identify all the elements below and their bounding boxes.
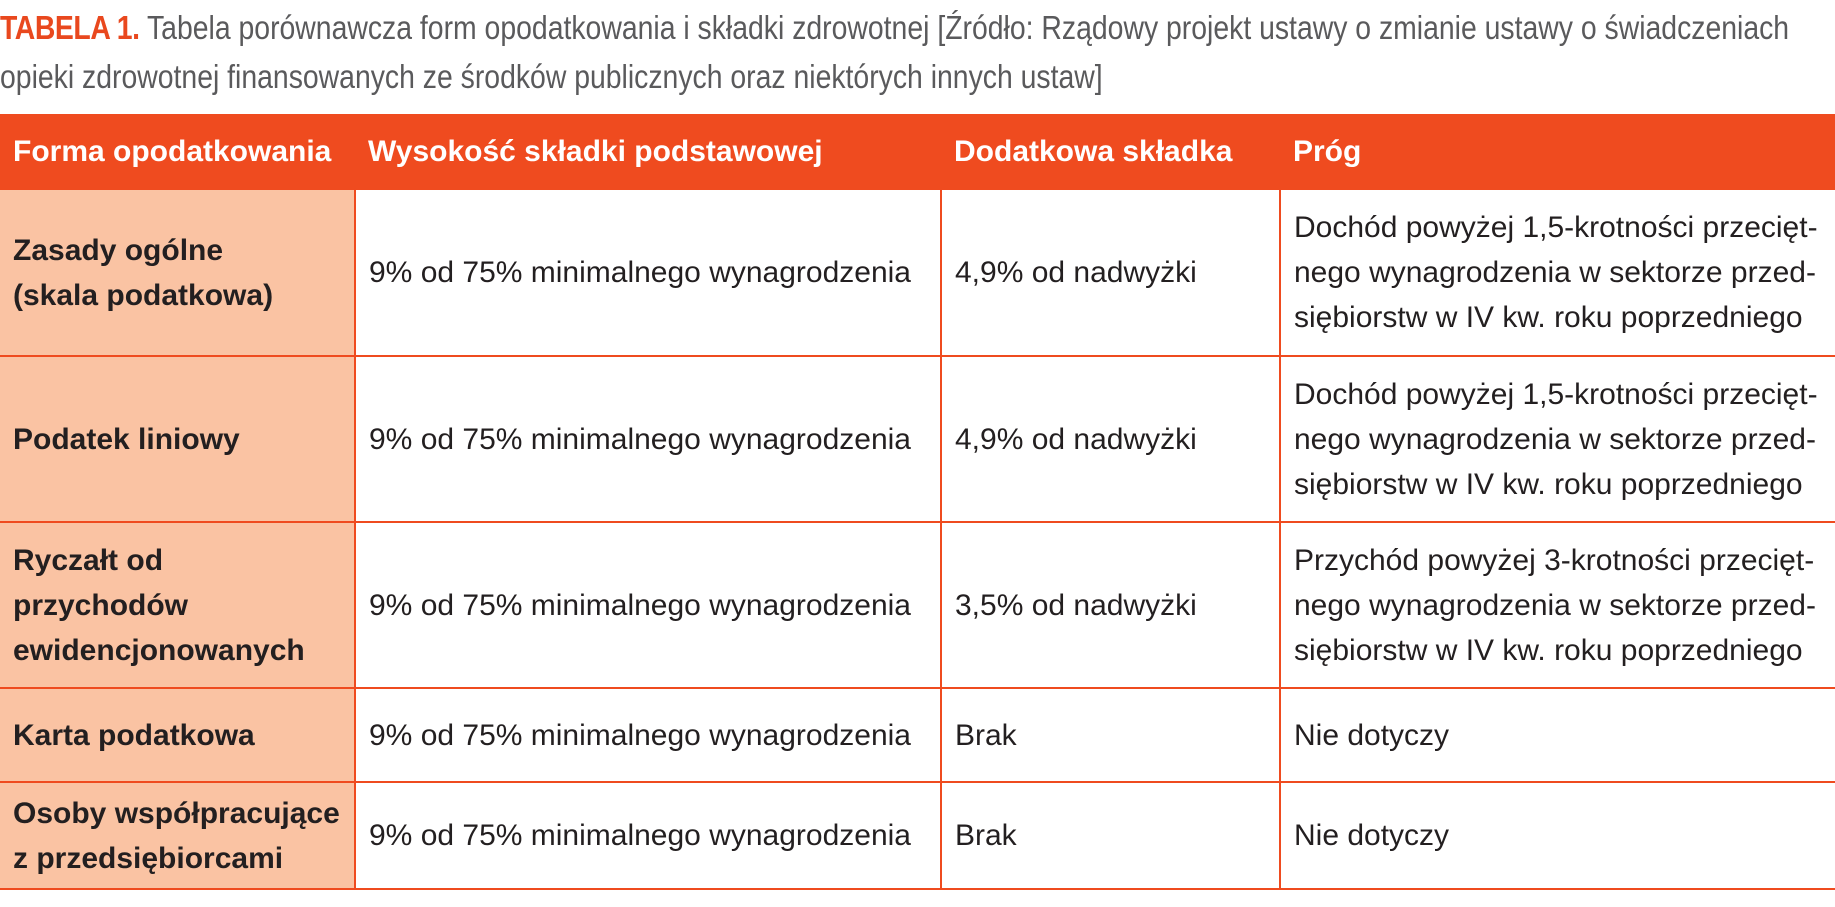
table-row [0, 782, 1835, 889]
cell-additional-contribution [941, 688, 1280, 782]
cell-tax-form [0, 190, 355, 356]
cell-base-contribution [355, 782, 941, 889]
comparison-table [0, 114, 1835, 890]
base-contribution-text: 9% od 75% minimalnego wynagrodzenia [369, 718, 911, 752]
table-row [0, 190, 1835, 356]
cell-threshold [1280, 782, 1835, 889]
table-row [0, 522, 1835, 688]
threshold-text: Dochód powyżej 1,5-krotności przecięt- nego wynagrodzenia w sektorze przed- siębiorstw w IV kw. roku poprzedniego [1294, 377, 1818, 501]
additional-contribution-text: 4,9% od nadwyżki [955, 422, 1197, 456]
tax-form-text: Osoby współpracujące z przedsiębiorcami [13, 796, 340, 875]
table-row [0, 688, 1835, 782]
threshold-text: Dochód powyżej 1,5-krotności przecięt- nego wynagrodzenia w sektorze przed- siębiorstw w IV kw. roku poprzedniego [1294, 211, 1818, 334]
base-contribution-text: 9% od 75% minimalnego wynagrodzenia [369, 256, 911, 289]
table-row [0, 356, 1835, 522]
cell-threshold [1280, 190, 1835, 356]
base-contribution-text: 9% od 75% minimalnego wynagrodzenia [369, 588, 911, 622]
cell-threshold [1280, 688, 1835, 782]
header-additional-contribution: Dodatkowa składka [954, 135, 1233, 168]
cell-threshold [1280, 356, 1835, 522]
cell-additional-contribution [941, 190, 1280, 356]
cell-tax-form [0, 356, 355, 522]
table-header-row [0, 114, 1835, 190]
threshold-text: Przychód powyżej 3-krotności przecięt- nego wynagrodzenia w sektorze przed- siębiorstw w IV kw. roku poprzedniego [1294, 543, 1816, 667]
caption-label: TABELA 1. [0, 9, 140, 46]
tax-form-text: Ryczałt od przychodów ewidencjonowanych [13, 543, 305, 667]
additional-contribution-text: Brak [955, 718, 1017, 752]
additional-contribution-text: Brak [955, 819, 1017, 852]
cell-additional-contribution [941, 356, 1280, 522]
header-base-contribution: Wysokość składki podstawowej [368, 135, 823, 168]
cell-additional-contribution [941, 522, 1280, 688]
cell-tax-form [0, 522, 355, 688]
base-contribution-text: 9% od 75% minimalnego wynagrodzenia [369, 819, 911, 852]
table-caption [0, 0, 1832, 112]
cell-tax-form [0, 782, 355, 889]
threshold-text: Nie dotyczy [1294, 718, 1450, 752]
cell-additional-contribution [941, 782, 1280, 889]
caption-text: Tabela porównawcza form opodatkowania i składki zdrowotnej [Źródło: Rządowy projekt ustawy o zmianie ustawy o świadczeniach opieki zdrowotnej finansowanych ze środków publicznych oraz niektórych innych ustaw] [0, 9, 1790, 95]
cell-base-contribution [355, 190, 941, 356]
tax-form-text: Podatek liniowy [13, 422, 240, 456]
cell-base-contribution [355, 688, 941, 782]
cell-base-contribution [355, 356, 941, 522]
additional-contribution-text: 4,9% od nadwyżki [955, 256, 1197, 289]
threshold-text: Nie dotyczy [1294, 819, 1450, 852]
cell-tax-form [0, 688, 355, 782]
header-threshold: Próg [1293, 135, 1362, 168]
cell-threshold [1280, 522, 1835, 688]
base-contribution-text: 9% od 75% minimalnego wynagrodzenia [369, 422, 911, 456]
tax-form-text: Zasady ogólne (skala podatkowa) [13, 233, 274, 312]
cell-base-contribution [355, 522, 941, 688]
header-tax-form: Forma opodatkowania [13, 135, 332, 168]
additional-contribution-text: 3,5% od nadwyżki [955, 588, 1197, 622]
tax-form-text: Karta podatkowa [13, 718, 255, 752]
